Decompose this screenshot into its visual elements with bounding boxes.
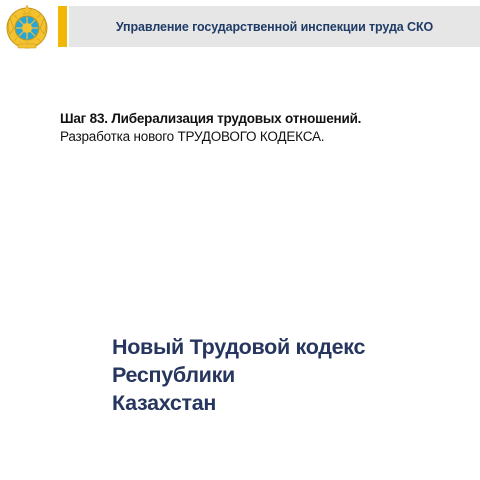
header-accent-bar (58, 6, 67, 47)
step-title: Шаг 83. Либерализация трудовых отношений. (60, 111, 362, 126)
header-band (69, 6, 480, 47)
main-heading-line-1: Новый Трудовой кодекс Республики (112, 335, 366, 387)
header-title: Управление государственной инспекции труда СКО (115, 19, 434, 34)
step-subtitle: Разработка нового ТРУДОВОГО КОДЕКСА. (60, 129, 325, 144)
main-heading (112, 333, 452, 417)
main-heading-line-2: Казахстан (112, 391, 217, 415)
kazakhstan-state-emblem-icon (4, 4, 50, 50)
